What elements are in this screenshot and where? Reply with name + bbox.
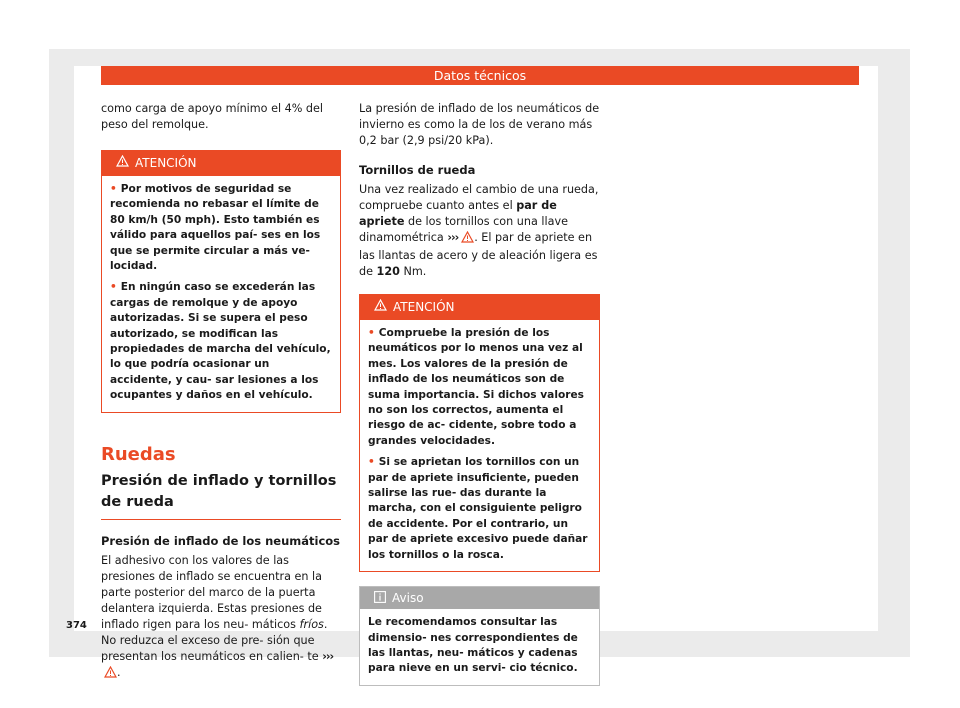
warning-triangle-icon (461, 231, 474, 248)
bullet-icon: • (110, 281, 117, 294)
warning-triangle-icon (116, 151, 129, 176)
pressure-paragraph: El adhesivo con los valores de las presiones de inflado se encuentra en la parte posterior del marco de la puerta delantera izquierda. Estas presiones de inflado rigen para los neu- máticos fríos. No reduzca el exceso de pre- sión que presentan los neumáticos en calien- te ›››. (101, 553, 341, 683)
warning-triangle-icon (374, 295, 387, 320)
left-column (101, 101, 341, 683)
right-column (359, 101, 600, 686)
bullet-icon: • (368, 456, 375, 469)
reference-arrow: ››› (322, 649, 334, 663)
warning-body (360, 320, 599, 571)
winter-text: La presión de inflado de los neumáticos de invierno es como la de los de verano más 0,2 bar (2,9 psi/20 kPa). (359, 102, 600, 147)
warning-body (102, 176, 340, 412)
warning-item: • Por motivos de seguridad se recomienda no rebasar el límite de 80 km/h (50 mph). Esto también es válido para aquellos paí- ses en los que se permite circular a más ve- locidad. (110, 183, 321, 273)
warning-title: ATENCIÓN (135, 156, 197, 170)
warning-item: • En ningún caso se excederán las cargas de remolque y de apoyo autorizadas. Si se supera el peso autorizado, se modifican las propiedades de marcha del vehículo, lo que podría ocasionar un accidente, y cau- sar lesiones a los ocupantes y daños en el vehículo. (110, 281, 331, 402)
note-header (360, 587, 599, 609)
warning-header (102, 151, 340, 176)
section-title: Ruedas (101, 443, 176, 465)
warning-item: • Compruebe la presión de los neumáticos por lo menos una vez al mes. Los valores de la presión de inflado de los neumáticos son de suma importancia. Si dichos valores no son los correctos, aumenta el riesgo de ac- cidente, sobre todo a grandes velocidades. (368, 327, 584, 447)
note-body: Le recomendamos consultar las dimensio- nes correspondientes de las llantas, neu- máticos y cadenas para nieve en un servi- cio técnico. (368, 616, 578, 675)
warning-box-left (101, 150, 341, 413)
reference-arrow: ››› (447, 231, 459, 244)
info-icon (374, 588, 386, 610)
subsection-title: Presión de inflado y tornillos de rueda (101, 472, 337, 510)
warning-triangle-icon (104, 666, 117, 683)
subsection-title-block (101, 471, 341, 520)
intro-text: como carga de apoyo mínimo el 4% del peso del remolque. (101, 102, 324, 131)
warning-header (360, 295, 599, 320)
bolts-heading: Tornillos de rueda (359, 163, 476, 177)
page-number: 374 (66, 620, 87, 631)
pressure-heading: Presión de inflado de los neumáticos (101, 533, 341, 548)
note-title: Aviso (392, 591, 424, 606)
warning-box-right (359, 294, 600, 572)
warning-title: ATENCIÓN (393, 300, 455, 314)
warning-item: • Si se aprietan los tornillos con un par de apriete insuficiente, pueden salirse las rue- das durante la marcha, con el consiguiente peligro de accidente. Por el contrario, un par de apriete excesivo puede dañar los tornillos o la rosca. (368, 456, 588, 561)
bullet-icon: • (110, 183, 117, 195)
bolts-paragraph: Una vez realizado el cambio de una rueda, compruebe cuanto antes el par de apriete de los tornillos con una llave dinamométrica ››› . El par de apriete en las llantas de acero y de aleación ligera es de 120 Nm. (359, 183, 599, 278)
bullet-icon: • (368, 327, 375, 339)
chapter-header: Datos técnicos (101, 66, 859, 85)
note-box (359, 586, 600, 686)
